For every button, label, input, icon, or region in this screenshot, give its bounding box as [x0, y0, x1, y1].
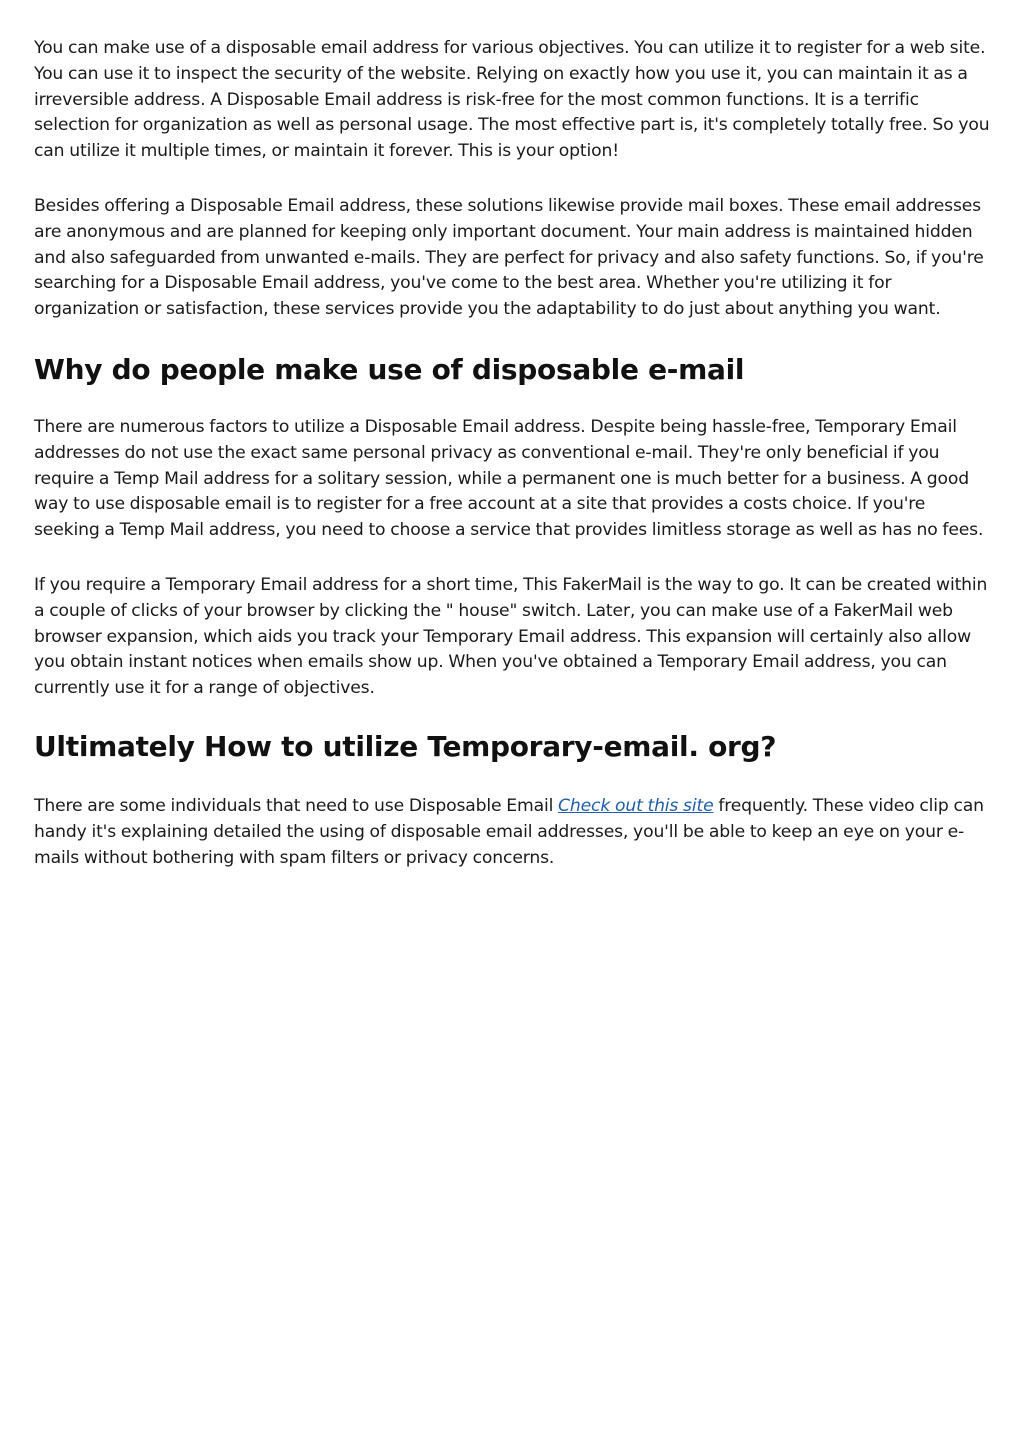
paragraph-video-text-before: There are some individuals that need to use Disposable Email	[34, 795, 559, 816]
paragraph-video-text-after: frequently. These video clip can handy it's explaining detailed the using of disposable email addresses, you'll be able to keep an eye on your e-mails without bothering with spam filters or privacy concerns.	[34, 795, 984, 868]
paragraph-fakermail: If you require a Temporary Email address for a short time, This FakerMail is the way to go. It can be created within a couple of clicks of your browser by clicking the " house" switch. Later, you can make use of a FakerMail web browser expansion, which aids you track your Temporary Email address. This expansion will certainly also allow you obtain instant notices when emails show up. When you've obtained a Temporary Email address, you can currently use it for a range of objectives.	[34, 574, 988, 699]
heading-how-to-utilize: Ultimately How to utilize Temporary-email. org?	[34, 729, 777, 763]
article-body	[34, 36, 994, 871]
check-out-site-link[interactable]: Check out this site	[558, 795, 714, 816]
heading-why-disposable: Why do people make use of disposable e-mail	[34, 352, 745, 386]
paragraph-video	[34, 794, 994, 871]
paragraph-mailboxes: Besides offering a Disposable Email address, these solutions likewise provide mail boxes. These email addresses are anonymous and are planned for keeping only important document. Your main address is maintained hidden and also safeguarded from unwanted e-mails. They are perfect for privacy and also safety functions. So, if you're searching for a Disposable Email address, you've come to the best area. Whether you're utilizing it for organization or satisfaction, these services provide you the adaptability to do just about anything you want.	[34, 195, 984, 320]
paragraph-intro: You can make use of a disposable email address for various objectives. You can utilize it to register for a web site. You can use it to inspect the security of the website. Relying on exactly how you use it, you can maintain it as a irreversible address. A Disposable Email address is risk-free for the most common functions. It is a terrific selection for organization as well as personal usage. The most effective part is, it's completely totally free. So you can utilize it multiple times, or maintain it forever. This is your option!	[34, 38, 990, 162]
paragraph-factors: There are numerous factors to utilize a Disposable Email address. Despite being hassle-free, Temporary Email addresses do not use the exact same personal privacy as conventional e-mail. They're only beneficial if you require a Temp Mail address for a solitary session, while a permanent one is much better for a business. A good way to use disposable email is to register for a free account at a site that provides a costs choice. If you're seeking a Temp Mail address, you need to choose a service that provides limitless storage as well as has no fees.	[34, 416, 984, 541]
